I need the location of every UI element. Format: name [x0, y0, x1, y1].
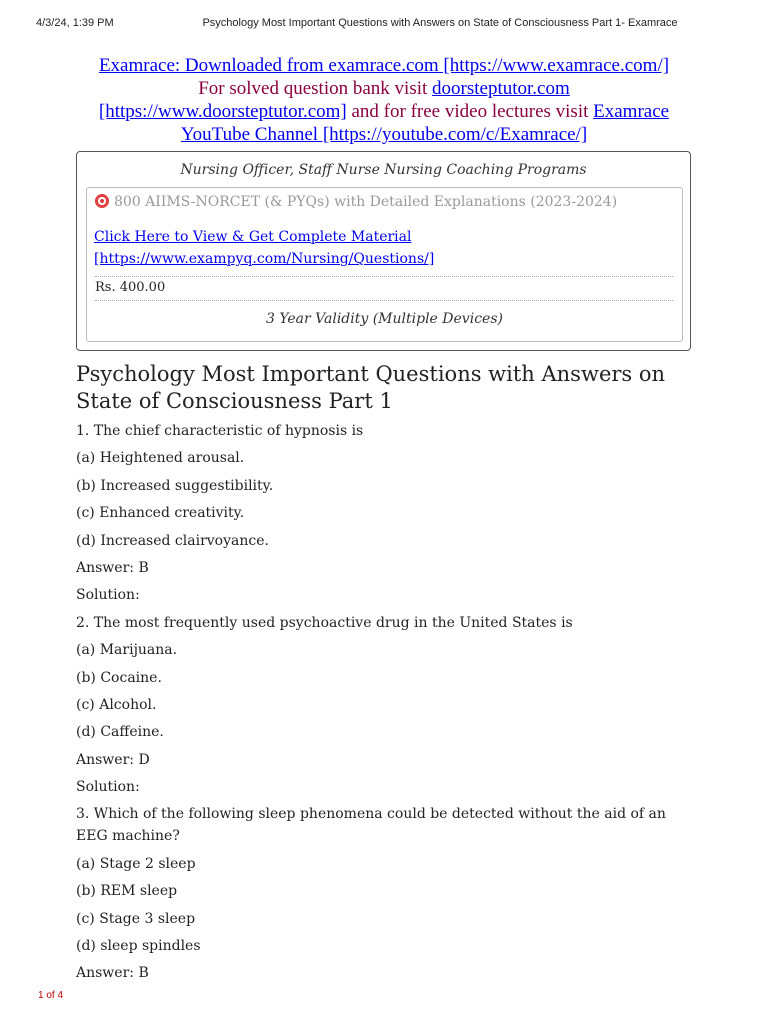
material-link-url[interactable]: [https://www.exampyq.com/Nursing/Questions/]	[94, 251, 435, 267]
option: (b) Cocaine.	[76, 669, 162, 686]
material-link[interactable]	[94, 226, 434, 270]
question-item	[76, 803, 692, 984]
product-price: Rs. 400.00	[95, 280, 166, 295]
option: (c) Enhanced creativity.	[76, 505, 245, 522]
material-link-text[interactable]: Click Here to View & Get Complete Material	[94, 229, 412, 245]
divider	[95, 300, 673, 301]
option: (a) Marijuana.	[76, 642, 178, 659]
option: (d) sleep spindles	[76, 938, 201, 955]
solution: Solution:	[76, 587, 140, 604]
coaching-program-box	[76, 151, 691, 351]
print-timestamp: 4/3/24, 1:39 PM	[36, 17, 114, 29]
option: (c) Alcohol.	[76, 696, 157, 713]
question-list	[76, 420, 692, 990]
option: (d) Increased clairvoyance.	[76, 532, 269, 549]
solution: Solution:	[76, 779, 140, 796]
question-text: 2. The most frequently used psychoactive drug in the United States is	[76, 614, 573, 631]
answer: Answer: B	[76, 965, 149, 982]
video-lectures-text: and for free video lectures visit	[346, 101, 594, 122]
option: (b) Increased suggestibility.	[76, 477, 274, 494]
question-bank-text: For solved question bank visit	[198, 78, 433, 99]
product-title	[95, 194, 617, 210]
doorsteptutor-link[interactable]: doorsteptutor.com [https://www.doorsteptutor.com]	[98, 78, 570, 122]
option: (c) Stage 3 sleep	[76, 910, 196, 927]
product-name: 800 AIIMS-NORCET (& PYQs) with Detailed Explanations (2023-2024)	[114, 194, 618, 210]
validity-note: 3 Year Validity (Multiple Devices)	[266, 311, 503, 327]
answer: Answer: B	[76, 559, 149, 576]
option: (a) Heightened arousal.	[76, 450, 245, 467]
article-title: Psychology Most Important Questions with Answers on State of Consciousness Part 1	[76, 362, 666, 413]
question-text: 1. The chief characteristic of hypnosis is	[76, 423, 364, 439]
option: (b) REM sleep	[76, 883, 178, 900]
source-banner	[76, 54, 692, 146]
examrace-link[interactable]: Examrace: Downloaded from examrace.com [https://www.examrace.com/]	[98, 55, 670, 76]
option: (d) Caffeine.	[76, 724, 164, 741]
question-item	[76, 612, 692, 798]
target-icon	[95, 194, 109, 208]
option: (a) Stage 2 sleep	[76, 855, 196, 872]
print-header	[0, 0, 768, 29]
page-indicator: 1 of 4	[38, 990, 64, 1001]
program-heading: Nursing Officer, Staff Nurse Nursing Coaching Programs	[180, 162, 587, 178]
print-document-title: Psychology Most Important Questions with Answers on State of Consciousness Part 1- Examrace	[202, 17, 678, 29]
youtube-channel-link[interactable]: Examrace YouTube Channel [https://youtube.com/c/Examrace/]	[180, 101, 670, 145]
question-text: 3. Which of the following sleep phenomena could be detected without the aid of an EEG machine?	[76, 806, 666, 845]
answer: Answer: D	[76, 751, 150, 768]
question-item	[76, 420, 692, 606]
divider	[95, 276, 673, 277]
product-card	[86, 187, 683, 342]
